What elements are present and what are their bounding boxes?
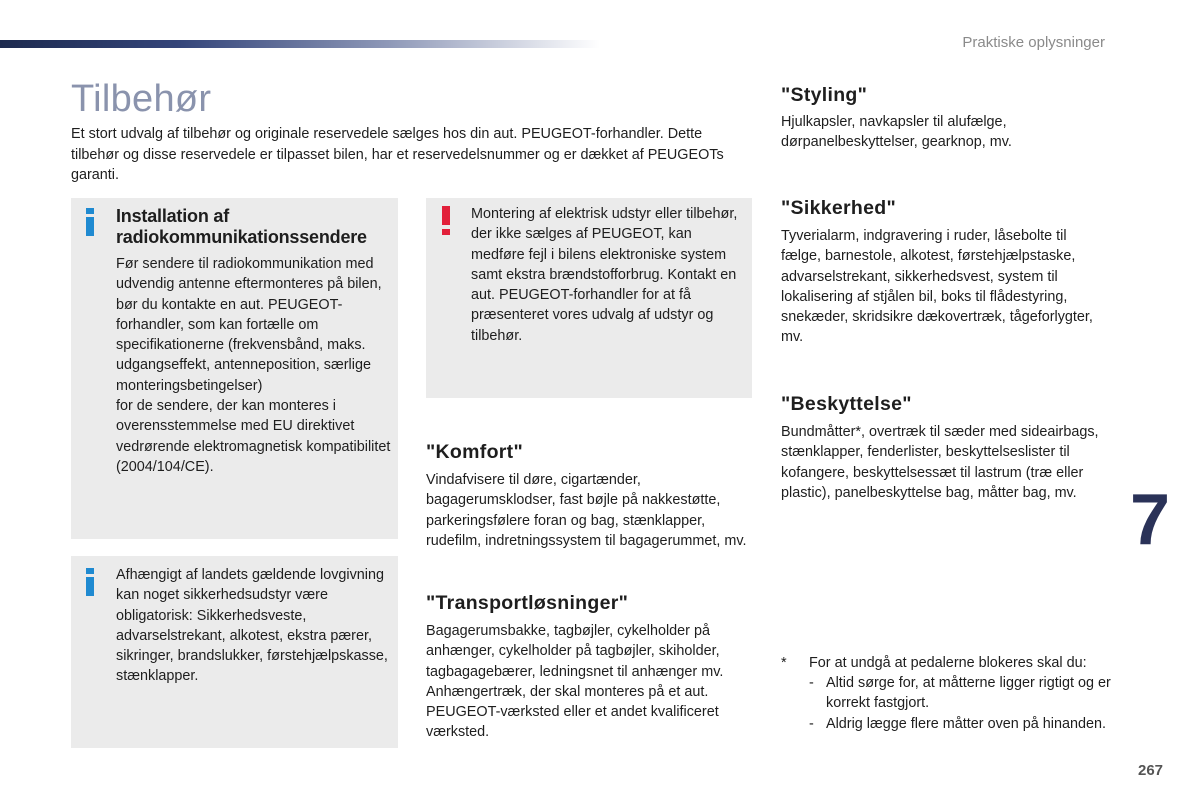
section-title: Praktiske oplysninger xyxy=(962,34,1105,51)
info-icon xyxy=(84,568,96,598)
text-styling: Hjulkapsler, navkapsler til alufælge, dørpanelbeskyttelser, gearknop, mv. xyxy=(781,114,1012,151)
text-sikkerhed: Tyverialarm, indgravering i ruder, låsebolte til fælge, barnestole, alkotest, førstehjælpstaske, advarselstrekant, sikkerhedsvest, system til lokalisering af stjålen bil, boks til flådestyring, snekæder, skridsikre dækovertræk, tågeforlygter, mv. xyxy=(781,228,1093,346)
header-gradient-bar xyxy=(0,40,600,48)
page-number: 267 xyxy=(1138,762,1164,779)
warning-text: Montering af elektrisk udstyr eller tilbehør, der ikke sælges af PEUGEOT, kan medføre fejl i bilens elektroniske system samt ekstra brændstofforbrug. Kontakt en aut. PEUGEOT-forhandler for at få præsenteret vores udvalg af udstyr og tilbehør. xyxy=(471,206,738,344)
info-icon xyxy=(84,208,96,238)
footnote-text: For at undgå at pedalerne blokeres skal du: xyxy=(809,655,1087,671)
intro-paragraph: Et stort udvalg af tilbehør og originale reservedele sælges hos din aut. PEUGEOT-forhandler. Dette tilbehør og disse reservedele er tilpasset bilen, har et reservedelsnummer og er dækket af PEUGEOTs garanti. xyxy=(71,126,724,183)
info-box-text-1: Før sendere til radiokommunikation med udvendig antenne eftermonteres på bilen, bør du kontakte en aut. PEUGEOT-forhandler, som kan fortælle om specifikationerne (frekvensbånd, maks. udgangseffekt, antenneposition, særlige monteringsbetingelser) xyxy=(116,256,382,394)
heading-styling: "Styling" xyxy=(781,84,868,106)
warning-box xyxy=(426,198,752,398)
chapter-number: 7 xyxy=(1130,480,1171,560)
info-box-title: Installation af radiokommunikationssendere xyxy=(116,206,367,247)
footnote-dash: - xyxy=(809,716,814,732)
heading-transport: "Transportløsninger" xyxy=(426,592,629,614)
heading-sikkerhed: "Sikkerhed" xyxy=(781,197,897,219)
footnote-marker: * xyxy=(781,655,787,671)
page-title: Tilbehør xyxy=(71,78,212,120)
footnote-item-text: Aldrig lægge flere måtter oven på hinanden. xyxy=(826,716,1106,732)
info-box-safety xyxy=(71,556,398,748)
text-transport: Bagagerumsbakke, tagbøjler, cykelholder på anhænger, cykelholder på tagbøjler, skiholder, tagbagagebærer, ledningsnet til anhænger mv. Anhængertræk, der skal monteres på et aut. PEUGEOT-værksted eller et andet kvalificeret værksted. xyxy=(426,623,724,741)
info-box-text-2: for de sendere, der kan monteres i overensstemmelse med EU direktivet vedrørende elektromagnetisk kompatibilitet (2004/104/CE). xyxy=(116,398,391,475)
info-box-safety-text: Afhængigt af landets gældende lovgivning kan noget sikkerhedsudstyr være obligatorisk: Sikkerhedsveste, advarselstrekant, alkotest, ekstra pærer, sikringer, brandslukker, førstehjælpskasse, stænklapper. xyxy=(116,567,388,685)
footnote-dash: - xyxy=(809,675,814,691)
text-komfort: Vindafvisere til døre, cigartænder, bagagerumsklodser, fast bøjle på nakkestøtte, parkeringsfølere foran og bag, stænklapper, rudefilm, indretningssystem til bagagerummet, mv. xyxy=(426,472,747,549)
footnote-item-text: Altid sørge for, at måtterne ligger rigtigt og er korrekt fastgjort. xyxy=(826,675,1111,712)
heading-komfort: "Komfort" xyxy=(426,441,524,463)
warning-icon xyxy=(441,206,451,236)
info-box-radio xyxy=(71,198,398,539)
text-beskyttelse: Bundmåtter*, overtræk til sæder med sideairbags, stænklapper, fenderlister, beskyttelseslister til kofangere, beskyttelsessæt til lastrum (træ eller plastic), panelbeskyttelse bag, måtter bag, mv. xyxy=(781,424,1099,501)
heading-beskyttelse: "Beskyttelse" xyxy=(781,393,912,415)
